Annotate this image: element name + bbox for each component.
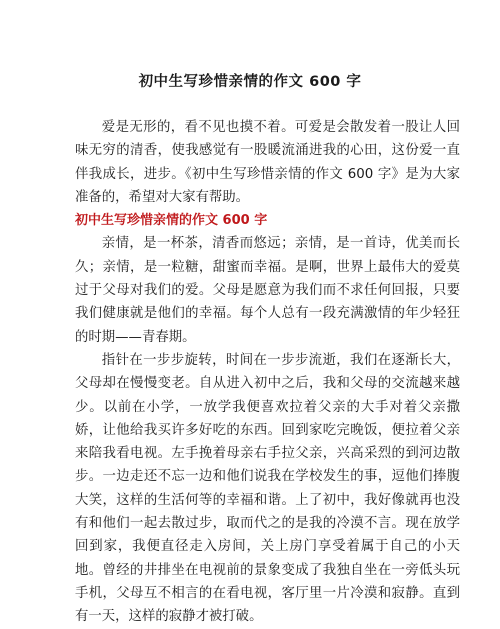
- page-title: 初中生写珍惜亲情的作文 600 字: [138, 74, 362, 90]
- article-body: [75, 116, 460, 629]
- section-subheading: 初中生写珍惜亲情的作文 600 字: [75, 213, 268, 229]
- intro-paragraph: 爱是无形的，看不见也摸不着。可爱是会散发着一股让人回味无穷的清香，使我感觉有一股暖流涌进我的心田，这份爱一直伴我成长，进步。《初中生写珍惜亲情的作文 600 字》是为大家准备的，希望对大家有帮助。: [75, 120, 460, 205]
- body-paragraph: 亲情，是一杯茶，清香而悠远；亲情，是一首诗，优美而长久；亲情，是一粒糖，甜蜜而幸福。是啊，世界上最伟大的爱莫过于父母对我们的爱。父母是愿意为我们而不求任何回报，只要我们健康就是他们的幸福。每个人总有一段充满激情的年少轻狂的时期——青春期。: [75, 236, 460, 345]
- body-paragraph: 指针在一步步旋转，时间在一步步流逝，我们在逐渐长大，父母却在慢慢变老。自从进入初中之后，我和父母的交流越来越少。以前在小学，一放学我便喜欢拉着父亲的大手对着父亲撒娇，让他给我买许多好吃的东西。回到家吃完晚饭，便拉着父亲来陪我看电视。左手挽着母亲右手拉父亲，兴高采烈的到河边散步。一边走还不忘一边和他们说我在学校发生的事，逗他们捧腹大笑，这样的生活何等的幸福和谐。上了初中，我好像就再也没有和他们一起去散过步，取而代之的是我的冷漠不言。现在放学回到家，我便直径走入房间，关上房门享受着属于自己的小天地。曾经的井排坐在电视前的景象变成了我独自坐在一旁低头玩手机，父母互不相言的在看电视，客厅里一片冷漠和寂静。直到有一天，这样的寂静才被打破。: [75, 352, 460, 625]
